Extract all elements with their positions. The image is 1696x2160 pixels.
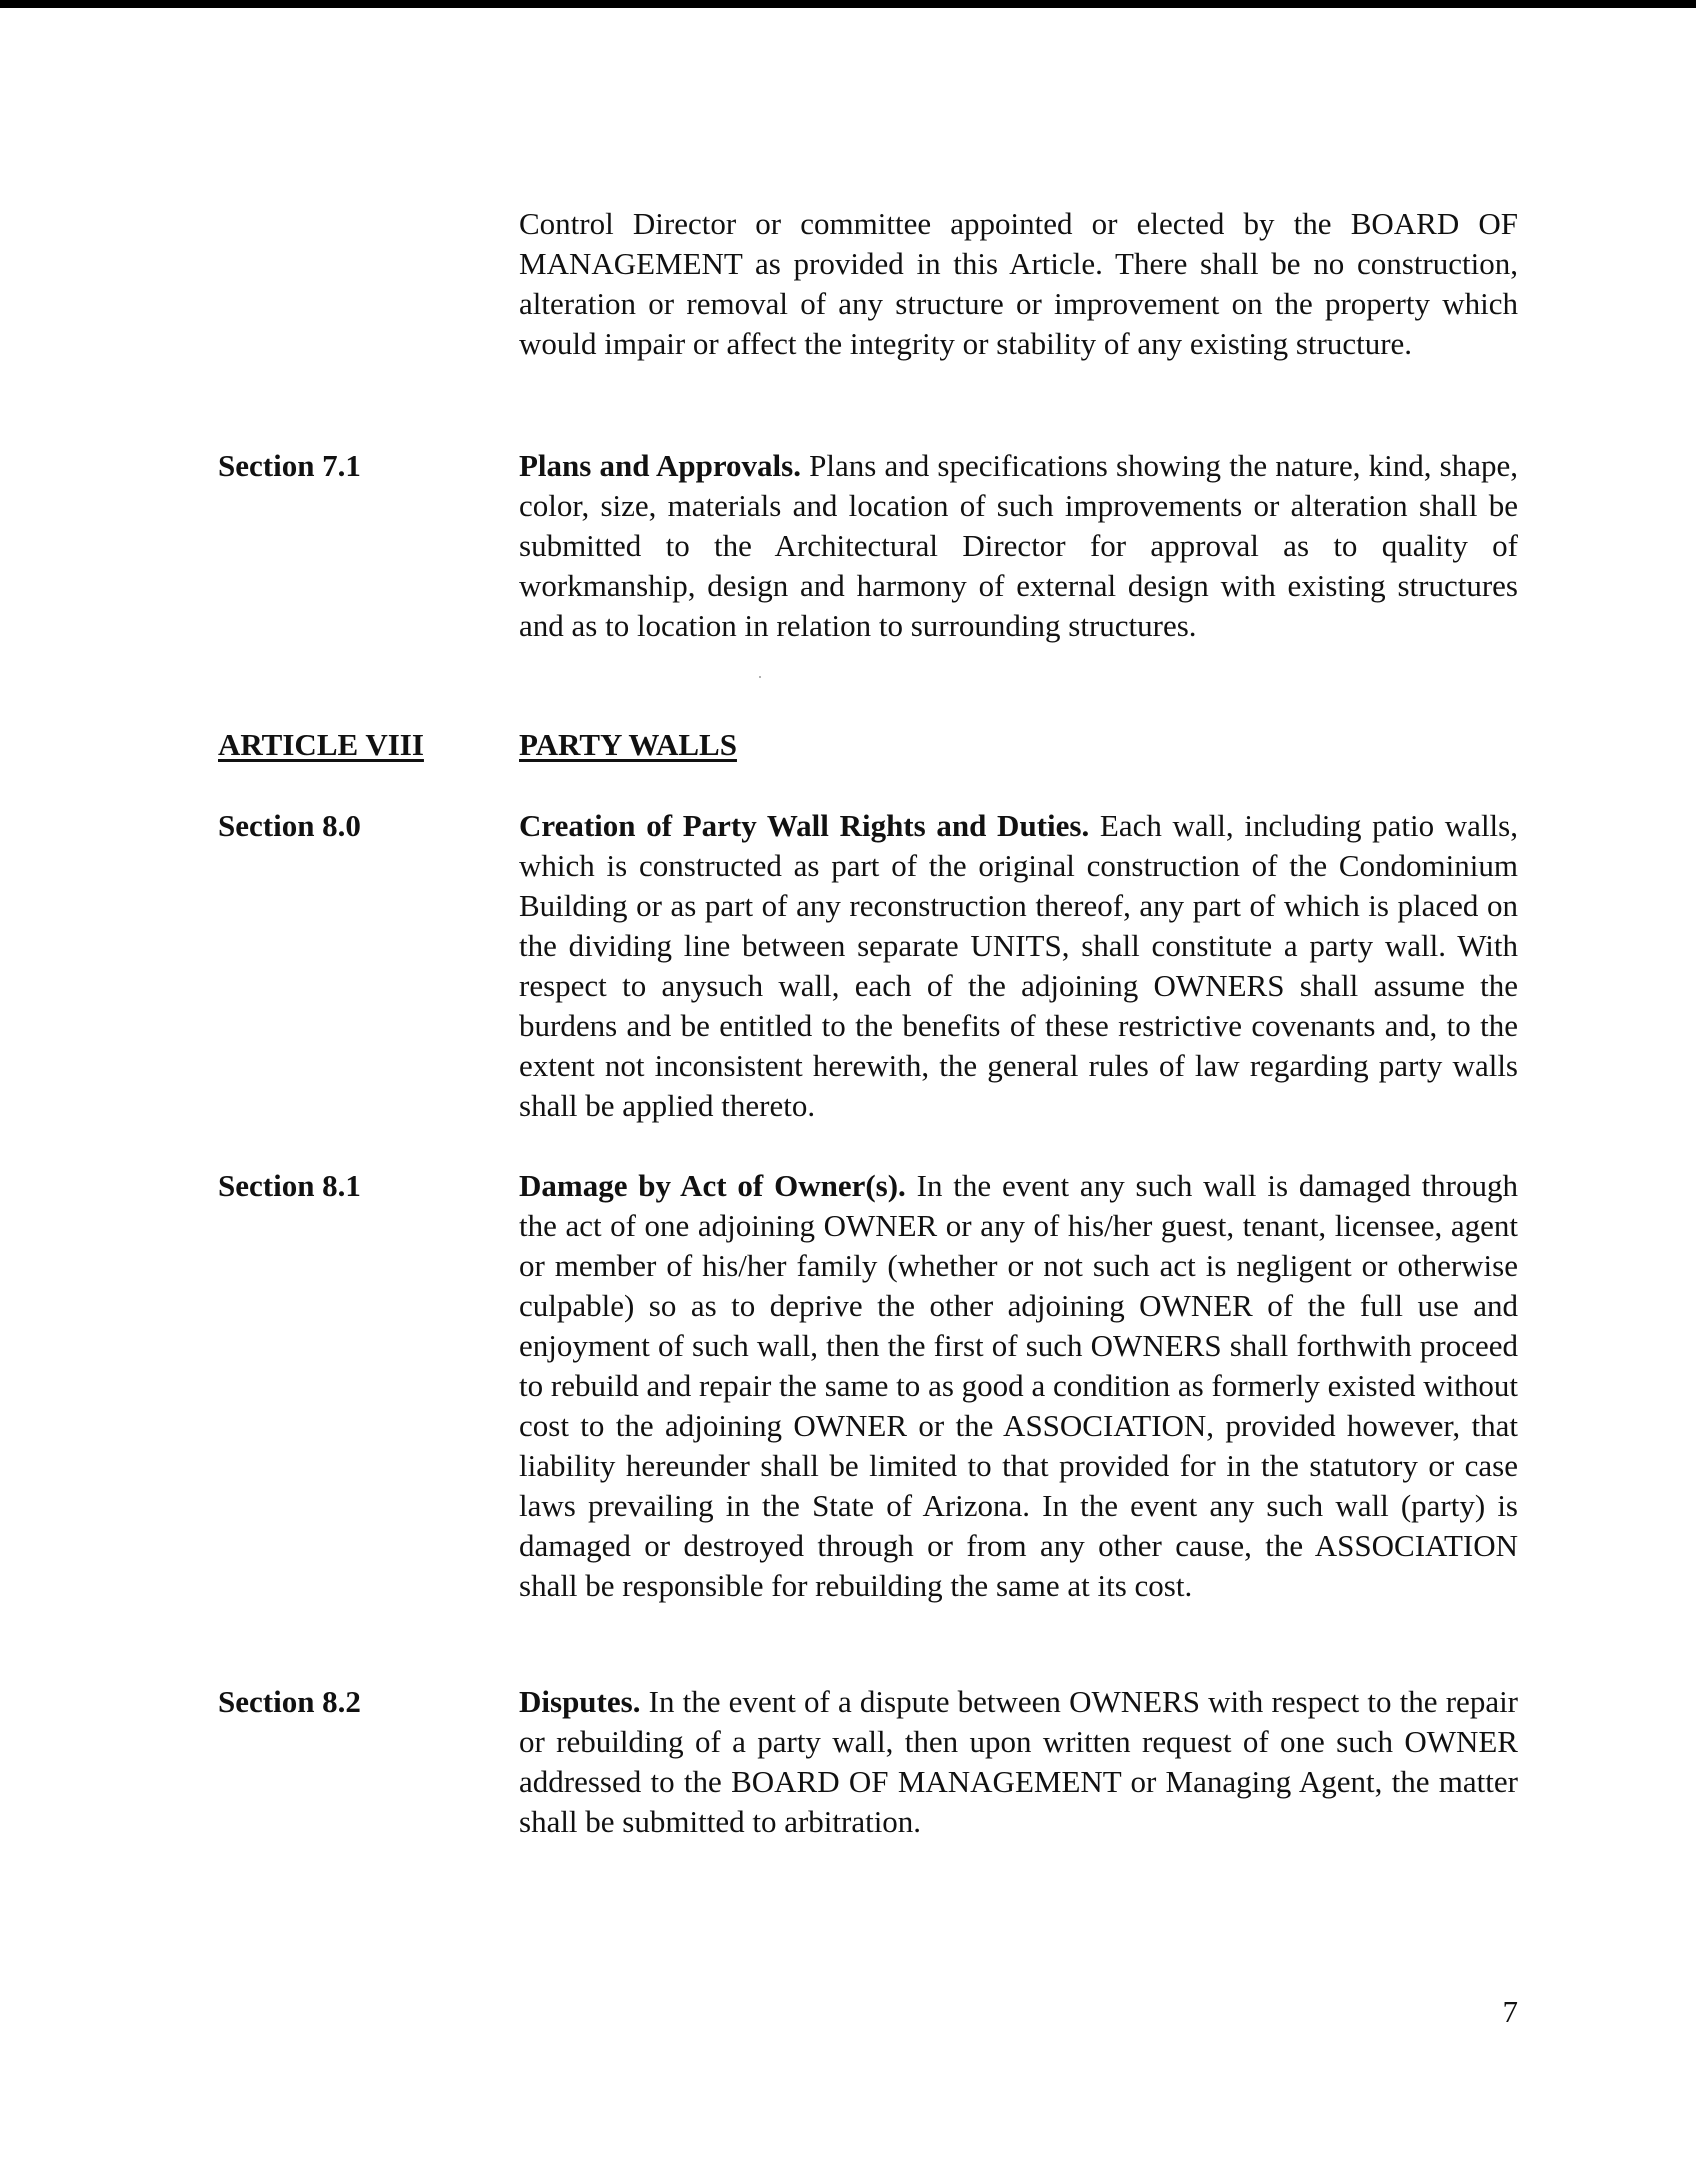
section-title-8-2: Disputes. xyxy=(519,1684,641,1719)
scan-speck xyxy=(759,676,761,678)
section-title-8-0: Creation of Party Wall Rights and Duties. xyxy=(519,808,1090,843)
section-label-8-0: Section 8.0 xyxy=(218,808,361,843)
section-label-7-1: Section 7.1 xyxy=(218,448,361,483)
section-title-8-1: Damage by Act of Owner(s). xyxy=(519,1168,906,1203)
section-text-8-0: Each wall, including patio walls, which is constructed as part of the original construction of the Condominium Building or as part of any reconstruction thereof, any part of which is placed on the dividing line between separate UNITS, shall constitute a party wall. With respect to anysuch wall, each of the adjoining OWNERS shall assume the burdens and be entitled to the benefits of these restrictive covenants and, to the extent not inconsistent herewith, the general rules of law regarding party walls shall be applied thereto. xyxy=(519,808,1518,1123)
continuation-paragraph: Control Director or committee appointed or elected by the BOARD OF MANAGEMENT as provided in this Article. There shall be no construction, alteration or removal of any structure or improvement on the property which would impair or affect the integrity or stability of any existing structure. xyxy=(519,206,1518,361)
section-label-8-1: Section 8.1 xyxy=(218,1168,361,1203)
section-body-8-1 xyxy=(519,1166,1518,1606)
section-body-8-0 xyxy=(519,806,1518,1126)
section-label-8-2: Section 8.2 xyxy=(218,1684,361,1719)
section-text-7-1: Plans and specifications showing the nature, kind, shape, color, size, materials and location of such improvements or alteration shall be submitted to the Architectural Director for approval as to quality of workmanship, design and harmony of external design with existing structures and as to location in relation to surrounding structures. xyxy=(519,448,1518,643)
section-body-7-1 xyxy=(519,446,1518,646)
section-title-7-1: Plans and Approvals. xyxy=(519,448,801,483)
article-title: PARTY WALLS xyxy=(519,727,737,762)
article-label: ARTICLE VIII xyxy=(218,727,424,762)
section-body-8-2 xyxy=(519,1682,1518,1842)
section-text-8-1: In the event any such wall is damaged through the act of one adjoining OWNER or any of his/her guest, tenant, licensee, agent or member of his/her family (whether or not such act is negligent or otherwise culpable) so as to deprive the other adjoining OWNER of the full use and enjoyment of such wall, then the first of such OWNERS shall forthwith proceed to rebuild and repair the same to as good a condition as formerly existed without cost to the adjoining OWNER or the ASSOCIATION, provided however, that liability hereunder shall be limited to that provided for in the statutory or case laws prevailing in the State of Arizona. In the event any such wall (party) is damaged or destroyed through or from any other cause, the ASSOCIATION shall be responsible for rebuilding the same at its cost. xyxy=(519,1168,1519,1603)
page-number: 7 xyxy=(1502,1994,1518,2029)
section-text-8-2: In the event of a dispute between OWNERS with respect to the repair or rebuilding of a party wall, then upon written request of one such OWNER addressed to the BOARD OF MANAGEMENT or Managing Agent, the matter shall be submitted to arbitration. xyxy=(519,1684,1519,1839)
